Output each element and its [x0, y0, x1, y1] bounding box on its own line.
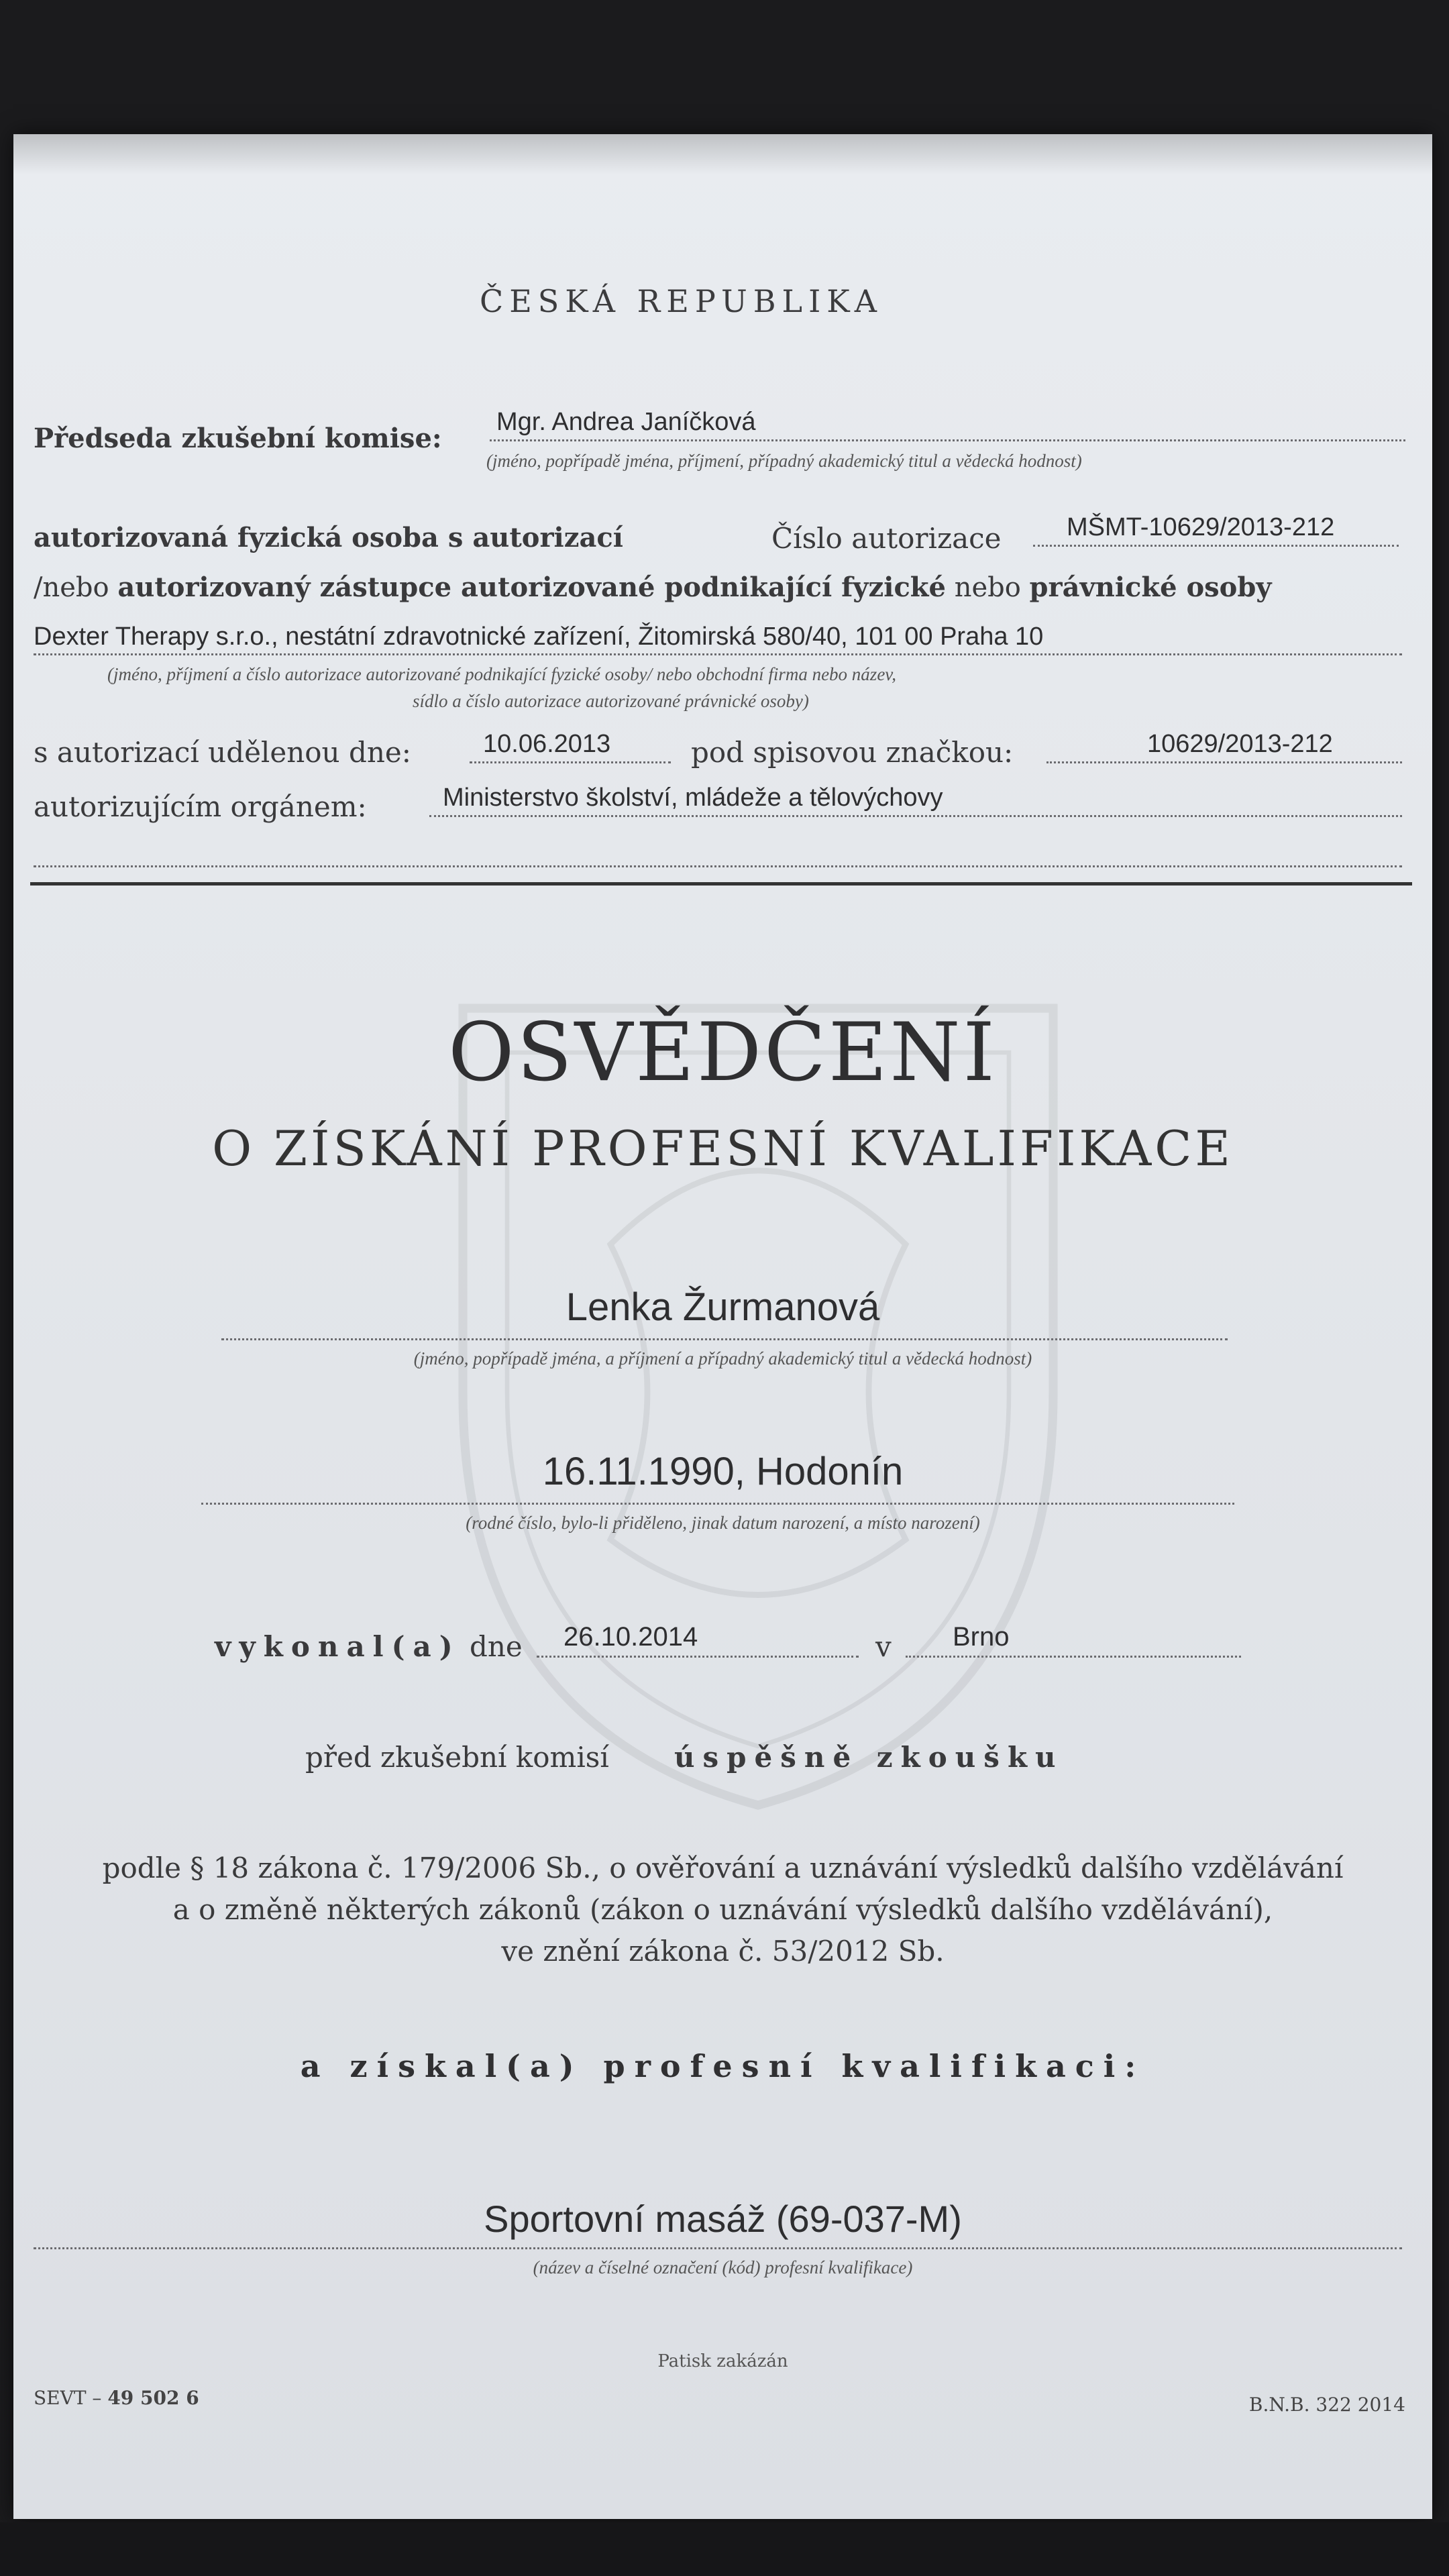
entity-value: Dexter Therapy s.r.o., nestátní zdravotnické zařízení, Žitomirská 580/40, 101 00 Praha 10 — [34, 623, 1044, 651]
entity-dotted-line — [34, 653, 1402, 655]
law-line-1: podle § 18 zákona č. 179/2006 Sb., o ověřování a uznávání výsledků dalšího vzdělávání — [102, 1851, 1344, 1884]
qualification-line — [34, 2247, 1402, 2249]
authorization-date-value: 10.06.2013 — [483, 730, 611, 758]
holder-name: Lenka Žurmanová — [566, 1285, 880, 1329]
exam-place-line — [906, 1656, 1241, 1658]
exam-date-label: dne — [470, 1630, 523, 1663]
entity-hint-2: sídlo a číslo autorizace autorizované právnické osoby) — [413, 691, 809, 711]
country-heading: ČESKÁ REPUBLIKA — [480, 283, 883, 319]
exam-date-value: 26.10.2014 — [564, 1622, 698, 1652]
qualification-heading: a získal(a) profesní kvalifikaci: — [300, 2048, 1146, 2084]
authorization-number-value: MŠMT-10629/2013-212 — [1067, 513, 1335, 541]
authority-value: Ministerstvo školství, mládeže a tělovýchovy — [443, 784, 943, 812]
chair-hint: (jméno, popřípadě jména, příjmení, případný akademický titul a vědecká hodnost) — [486, 451, 1082, 471]
authorization-number-line — [1033, 545, 1399, 547]
print-reference: B.N.B. 322 2014 — [1248, 2394, 1405, 2416]
chair-value: Mgr. Andrea Janíčková — [496, 408, 756, 436]
alt-prefix: /nebo — [34, 572, 109, 603]
authority-line-2 — [34, 865, 1402, 867]
certificate-subtitle: O ZÍSKÁNÍ PROFESNÍ KVALIFIKACE — [212, 1120, 1234, 1177]
alt-bold-1: autorizovaný zástupce autorizované podnikající fyzické — [117, 572, 946, 603]
form-code-prefix: SEVT – — [34, 2387, 102, 2409]
qualification-value: Sportovní masáž (69-037-M) — [484, 2198, 962, 2240]
exam-done-label: vykonal(a) — [215, 1630, 461, 1663]
reprint-notice: Patisk zakázán — [657, 2351, 788, 2371]
holder-birth: 16.11.1990, Hodonín — [542, 1450, 904, 1493]
file-number-line — [1046, 761, 1402, 763]
alt-bold-2: právnické osoby — [1029, 572, 1272, 603]
alt-authorization-line — [34, 572, 1272, 603]
authorization-date-label: s autorizací udělenou dne: — [34, 736, 411, 769]
alt-mid: nebo — [954, 572, 1021, 603]
form-code-number: 49 502 6 — [107, 2387, 199, 2409]
entity-hint-1: (jméno, příjmení a číslo autorizace autorizované podnikající fyzické osoby/ nebo obchodní firma nebo název, — [107, 664, 897, 684]
chair-dotted-line — [490, 439, 1405, 441]
authorization-number-label: Číslo autorizace — [771, 522, 1002, 555]
certificate-title: OSVĚDČENÍ — [448, 1006, 998, 1099]
exam-success-text: úspěšně zkoušku — [674, 1741, 1064, 1774]
holder-birth-line — [201, 1503, 1234, 1505]
holder-name-line — [221, 1338, 1228, 1340]
law-line-2: a o změně některých zákonů (zákon o uznávání výsledků dalšího vzdělávání), — [172, 1893, 1273, 1926]
file-number-value: 10629/2013-212 — [1147, 730, 1333, 758]
exam-place-value: Brno — [953, 1622, 1010, 1652]
authorization-date-line — [470, 761, 671, 763]
exam-place-label: v — [875, 1630, 892, 1663]
file-number-label: pod spisovou značkou: — [691, 736, 1014, 769]
holder-name-hint: (jméno, popřípadě jména, a příjmení a případný akademický titul a vědecká hodnost) — [413, 1348, 1032, 1368]
law-line-3: ve znění zákona č. 53/2012 Sb. — [501, 1935, 945, 1968]
authority-label: autorizujícím orgánem: — [34, 790, 367, 823]
chair-label: Předseda zkušební komise: — [34, 423, 442, 454]
exam-committee-text: před zkušební komisí — [305, 1741, 609, 1774]
authority-line — [429, 815, 1402, 817]
header-divider — [30, 882, 1412, 885]
authorized-person-label: autorizovaná fyzická osoba s autorizací — [34, 522, 623, 553]
certificate-paper — [13, 134, 1432, 2519]
form-code — [34, 2387, 199, 2409]
exam-date-line — [537, 1656, 859, 1658]
qualification-hint: (název a číselné označení (kód) profesní kvalifikace) — [533, 2257, 913, 2277]
holder-birth-hint: (rodné číslo, bylo-li přiděleno, jinak datum narození, a místo narození) — [466, 1513, 980, 1533]
background-surface — [0, 2522, 1449, 2576]
